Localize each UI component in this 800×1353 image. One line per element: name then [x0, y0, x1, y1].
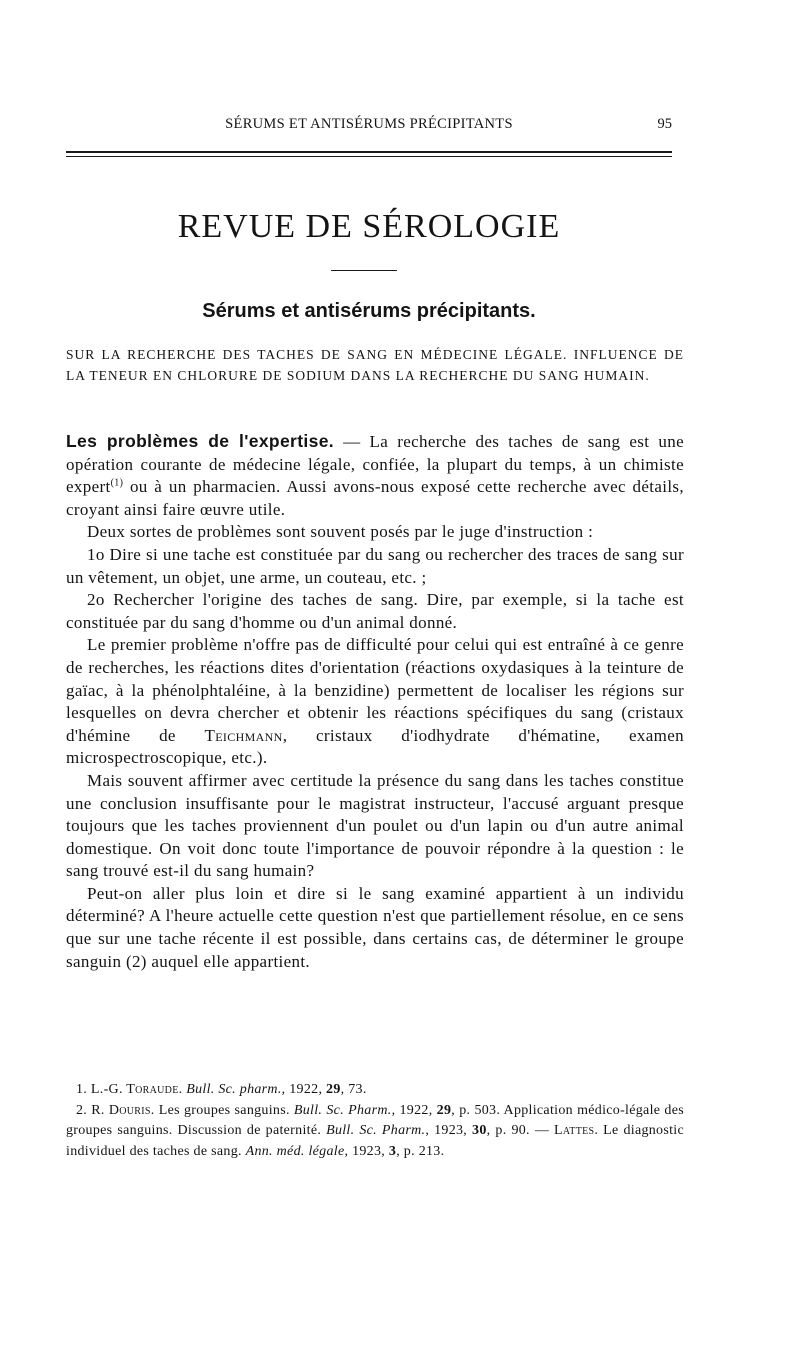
paragraph-text: , cristaux d'iodhydrate d'hématine, examen microspectroscopique, etc.).: [66, 725, 684, 768]
paragraph-1: [66, 430, 684, 521]
footnote-text: , p. 503. Application médico-légale des groupes sanguins. Discussion de paternité.: [66, 1102, 684, 1138]
paragraph-text: ou à un pharmacien. Aussi avons-nous exposé cette recherche avec détails, croyant ainsi faire œuvre utile.: [66, 477, 684, 519]
paragraph-6: Mais souvent affirmer avec certitude la présence du sang dans les taches constitue une conclusion insuffisante pour le magistrat instructeur, l'accusé arguant presque toujours que les taches proviennent d'un poulet ou d'un lapin ou d'un autre animal domestique. On voit donc toute l'importance de pouvoir répondre à la question : le sang trouvé est-il du sang humain?: [66, 770, 684, 881]
footnotes: [66, 1080, 684, 1162]
footnote-journal: Ann. méd. légale: [245, 1143, 345, 1159]
footnote-journal: Bull. Sc. pharm.: [186, 1082, 282, 1097]
footnote-volume: 29: [326, 1082, 341, 1097]
footnote-journal: Bull. Sc. Pharm.: [326, 1123, 426, 1138]
footnote-1: [66, 1080, 684, 1101]
footnote-number: 2.: [76, 1102, 88, 1118]
body-text: [66, 430, 684, 973]
footnote-volume: 29: [436, 1102, 452, 1118]
footnote-text: , p. 90. —: [486, 1123, 555, 1138]
paragraph-lead: Les problèmes de l'expertise.: [66, 431, 334, 451]
header-rule-thin: [66, 156, 672, 157]
footnote-text: Le diagnostic individuel des taches de sang.: [66, 1123, 685, 1159]
footnote-2: [66, 1101, 684, 1163]
footnote-author: R. Douris.: [91, 1102, 155, 1118]
paragraph-text: Rechercher l'origine des taches de sang. Dire, par exemple, si la tache est constituée par du sang d'homme ou d'un animal donné.: [66, 590, 684, 632]
footnote-journal: Bull. Sc. Pharm.: [293, 1102, 392, 1118]
footnote-text: Les groupes sanguins.: [154, 1102, 294, 1118]
footnote-year: , 1923,: [344, 1143, 389, 1159]
footnote-volume: 3: [388, 1143, 397, 1159]
page-number: 95: [657, 116, 672, 132]
footnote-author: L.-G. Toraude.: [90, 1082, 183, 1097]
paragraph-text: Peut-on aller plus loin et dire si le sang examiné appartient à un individu déterminé? A l'heure actuelle cette question n'est que partiellement résolue, en ce sens que sur une tache récente il est possible, dans certains cas, de déterminer le groupe sanguin: [66, 883, 684, 971]
author-name: Teichmann: [204, 725, 283, 745]
list-number: 1o: [87, 544, 105, 564]
paragraph-5: [66, 634, 684, 770]
footnote-pages: , 73.: [340, 1082, 367, 1097]
footnote-author: Lattes.: [554, 1123, 599, 1138]
footnote-year: , 1922,: [281, 1082, 327, 1097]
paragraph-text: — La recherche des taches de sang est une opération courante de médecine légale, confiée, la plupart du temps, à un chimiste expert: [66, 432, 685, 497]
paragraph-4: [66, 589, 684, 634]
running-head: SÉRUMS ET ANTISÉRUMS PRÉCIPITANTS: [225, 116, 513, 132]
list-number: 2o: [87, 590, 105, 610]
footnote-ref-1: (1): [110, 477, 124, 489]
header-rule-thick: [66, 151, 672, 153]
paragraph-text: auquel elle appartient.: [146, 951, 311, 971]
paragraph-3: [66, 544, 684, 589]
footnote-year: , 1923,: [425, 1123, 473, 1138]
review-heading: SUR LA RECHERCHE DES TACHES DE SANG EN MÉDECINE LÉGALE. INFLUENCE DE LA TENEUR EN CHLORURE DE SODIUM DANS LA RECHERCHE DU SANG HUMAIN.: [66, 347, 684, 383]
footnote-number: 1.: [76, 1082, 88, 1097]
paragraph-text: Le premier problème n'offre pas de difficulté pour celui qui est entraîné à ce genre de recherches, les réactions dites d'orientation (réactions oxydasiques à la teinture de gaïac, à la phénolphtaléine, à la benzidine) permettent de localiser les régions sur lesquelles on devra chercher et obtenir les réactions spécifiques du sang (cristaux d'hémine de: [66, 635, 684, 745]
paragraph-7: [66, 883, 684, 973]
section-subtitle: Sérums et antisérums précipitants.: [202, 300, 536, 322]
footnote-ref-2: (2): [125, 951, 147, 971]
title-rule: [331, 270, 397, 271]
footnote-volume: 30: [472, 1123, 487, 1138]
section-title: REVUE DE SÉROLOGIE: [177, 208, 561, 245]
paragraph-2: Deux sortes de problèmes sont souvent posés par le juge d'instruction :: [87, 522, 594, 542]
footnote-year: , 1922,: [391, 1102, 437, 1118]
paragraph-text: Dire si une tache est constituée par du sang ou rechercher des traces de sang sur un vêtement, un objet, une arme, un couteau, etc. ;: [66, 544, 684, 587]
footnote-text: , p. 213.: [396, 1143, 445, 1159]
